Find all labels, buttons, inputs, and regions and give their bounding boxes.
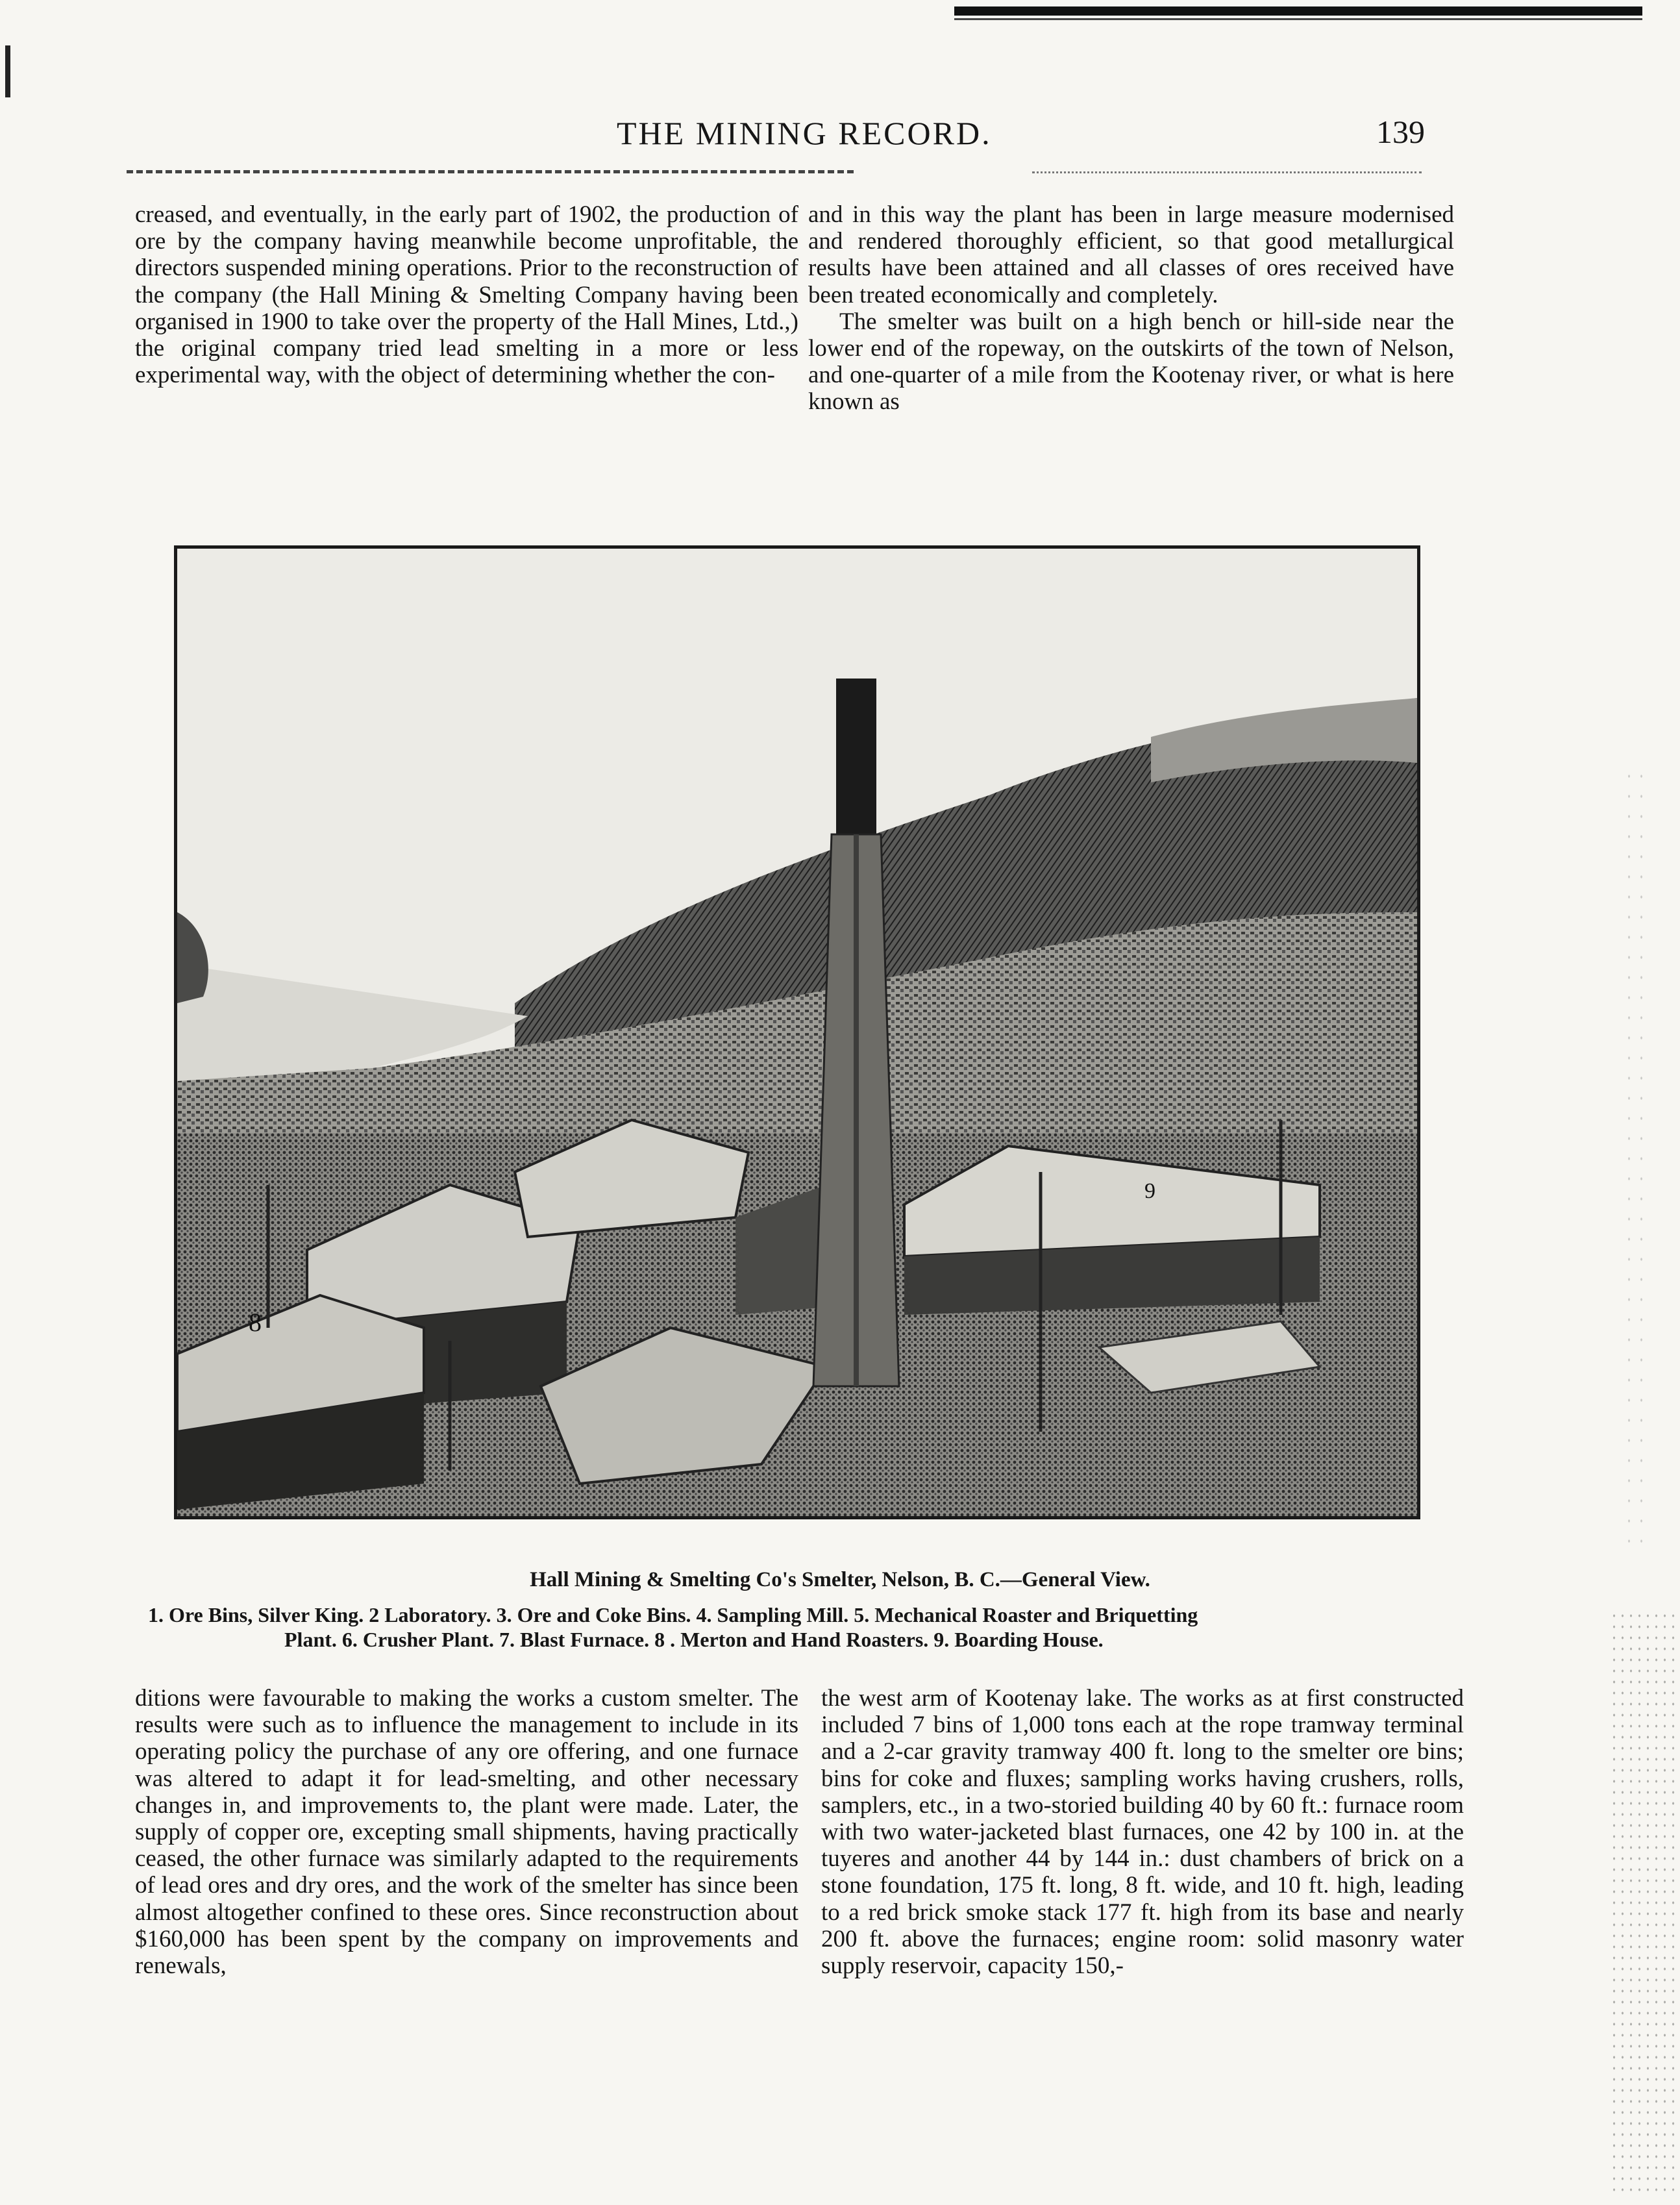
paragraph: and in this way the plant has been in large measure modernised and rendered thoroughly efficient, so that good metallurgical results have been attained and all classes of ores received have been treated economically and completely. bbox=[808, 201, 1454, 308]
page-number: 139 bbox=[1376, 114, 1425, 150]
header-rule bbox=[127, 170, 854, 173]
margin-mark bbox=[5, 45, 10, 97]
column-bottom-left bbox=[135, 1685, 798, 1979]
paragraph: The smelter was built on a high bench or hill-side near the lower end of the ropeway, on the outskirts of the town of Nelson, and one-quarter of a mile from the Kootenay river, or what is here known as bbox=[808, 308, 1454, 416]
paragraph: creased, and eventually, in the early part of 1902, the production of ore by the company having meanwhile become unprofitable, the directors suspended mining operations. Prior to the reconstruction of the company (the Hall Mining & Smelting Company having been organised in 1900 to take over the property of the Hall Mines, Ltd.,) the original company tried lead smelting in a more or less experimental way, with the object of determining whether the con- bbox=[135, 201, 798, 389]
running-title: THE MINING RECORD. bbox=[617, 115, 992, 151]
figure-caption: Hall Mining & Smelting Co's Smelter, Nelson, B. C.—General View. bbox=[530, 1568, 1150, 1591]
paragraph: the west arm of Kootenay lake. The works as at first constructed included 7 bins of 1,000 tons each at the rope tramway terminal and a 2-car gravity tramway 400 ft. long to the smelter ore bins; bins for coke and fluxes; sampling works having crushers, rolls, samplers, etc., in a two-storied building 40 by 60 ft.: furnace room with two water-jacketed blast furnaces, one 42 by 100 in. at the tuyeres and another 44 by 144 in.: dust chambers of brick on a stone foundation, 175 ft. long, 8 ft. wide, and 10 ft. high, leading to a red brick smoke stack 177 ft. high from its base and nearly 200 ft. above the furnaces; engine room: solid masonry water supply reservoir, capacity 150,- bbox=[821, 1685, 1464, 1980]
smelter-photo-illustration bbox=[177, 549, 1417, 1516]
legend-line: Plant. 6. Crusher Plant. 7. Blast Furnace. 8 . Merton and Hand Roasters. 9. Boarding House. bbox=[284, 1628, 1104, 1651]
column-bottom-right bbox=[821, 1685, 1464, 1979]
top-edge-rule bbox=[954, 6, 1642, 16]
scan-speckle bbox=[1623, 766, 1649, 1545]
smelter-photograph bbox=[174, 545, 1420, 1519]
header-rule-dotted bbox=[1032, 171, 1422, 173]
column-top-left bbox=[135, 201, 798, 388]
column-top-right bbox=[808, 201, 1454, 416]
figure-legend bbox=[148, 1602, 1479, 1652]
scan-speckle bbox=[1610, 1610, 1675, 2195]
paragraph: ditions were favourable to making the works a custom smelter. The results were such as to influence the management to include in its operating policy the purchase of any ore offering, and one furnace was altered to adapt it for lead-smelting, and other necessary changes in, and improvements to, the plant were made. Later, the supply of copper ore, excepting small shipments, having practically ceased, the other furnace was similarly adapted to the requirements of lead ores and dry ores, and the work of the smelter has since been almost altogether confined to these ores. Since reconstruction about $160,000 has been spent by the company on improvements and renewals, bbox=[135, 1685, 798, 1980]
marker-8: 8 bbox=[249, 1308, 262, 1337]
marker-9: 9 bbox=[1144, 1179, 1155, 1203]
top-edge-rule-thin bbox=[954, 18, 1642, 20]
legend-line: 1. Ore Bins, Silver King. 2 Laboratory. 3. Ore and Coke Bins. 4. Sampling Mill. 5. Mechanical Roaster and Briquetting bbox=[148, 1603, 1198, 1626]
page-header bbox=[0, 110, 1680, 156]
